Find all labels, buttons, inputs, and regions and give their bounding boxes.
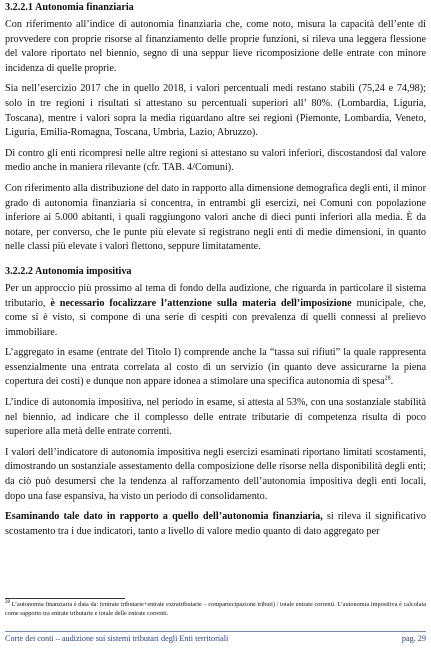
footnote-divider	[5, 598, 125, 599]
paragraph-text: Per un approccio più prossimo al tema di fondo della audizione, che riguarda in particolare il sistema tributario,	[5, 282, 426, 309]
paragraph-text: municipale, che, come si è visto, si compone di una serie di cespiti con prevalenza di quelli connessi al prelievo immobiliare.	[5, 297, 426, 338]
paragraph: I valori dell’indicatore di autonomia impositiva negli esercizi esaminati riportano limitati scostamenti, dimostrando un sostanziale assestamento della composizione delle risorse nella disponibilità degli enti; da ciò può desumersi che la tendenza al rafforzamento dell’autonomia impositiva degli enti locali, dopo una fase espansiva, ha visto un periodo di consolidamento.	[5, 446, 426, 502]
paragraph-text: Sia nell’esercizio 2017 che in quello 2018, i valori percentuali medi restano stabili (75,24 e 74,98); solo in tre regioni i risultati si attestano su percentuali superiori all’ 80%.	[5, 83, 426, 109]
bold-text: è necessario focalizzare l’attenzione sulla materia dell’imposizione	[50, 297, 352, 309]
footnote	[5, 601, 426, 618]
paragraph-text: (Lombardia, Liguria, Toscana), mentre i valori sopra la media riguardano altre sei regioni (Piemonte, Lombardia, Veneto, Liguria, Emilia-Romagna, Toscana, Umbria, Lazio, Abruzzo).	[5, 97, 426, 139]
section-heading-autonomia-impositiva: 3.2.2.2 Autonomia impositiva	[5, 265, 132, 277]
paragraph: Con riferimento alla distribuzione del dato in rapporto alla dimensione demografica degli enti, il minor grado di autonomia finanziaria si concentra, in entrambi gli esercizi, nei Comuni con popolazione inferiore ai 5.000 abitanti, i quali raggiungono valori anche di dieci punti inferiori alla media. È da notare, per converso, che le punte più elevate si registrano negli enti di medie dimensioni, in quanto nelle classi più elevate i valori flettono, seppure limitatamente.	[5, 182, 426, 253]
paragraph	[5, 82, 426, 140]
paragraph	[5, 510, 426, 539]
footnote-text: L’autonomia finanziaria è data da: (entrate tributarie+entrate extratributarie – compartecipazione tributi) / totale entrate correnti. L’autonomia impositiva è calcolata come rapporto tra entrate tributarie e totale delle entrate correnti.	[5, 601, 426, 617]
bold-text: Esaminando tale dato in rapporto a quello dell’autonomia finanziaria,	[5, 511, 323, 523]
section-heading-autonomia-finanziaria: 3.2.2.1 Autonomia finanziaria	[5, 2, 134, 13]
footnote-number: 28	[5, 599, 10, 605]
footer-title: Corte dei conti – audizione sui sistemi tributari degli Enti territoriali	[5, 634, 229, 643]
paragraph-text: .	[390, 376, 394, 388]
page-number: pag. 29	[401, 634, 426, 643]
paragraph	[5, 346, 426, 390]
paragraph: Di contro gli enti ricompresi nelle altre regioni si attestano su valori inferiori, discostandosi dal valore medio anche in maniera rilevante (cfr. TAB. 4/Comuni).	[5, 147, 426, 174]
paragraph	[5, 282, 426, 340]
paragraph: L’indice di autonomia impositiva, nel periodo in esame, si attesta al 53%, con una sostanziale stabilità nel biennio, ad indicare che il complesso delle entrate tributarie di competenza risulta di poco superiore alla metà delle entrate correnti.	[5, 397, 426, 438]
body-text	[5, 0, 426, 539]
footnote-reference[interactable]: 28	[384, 376, 391, 383]
paragraph-text: L’aggregato in esame (entrate del Titolo I) comprende anche la “tassa sui rifiuti” la quale rappresenta essenzialmente una entrata correlata al costo di un servizio (in quanto deve assicurarne la piena copertura dei costi) e dunque non appare idonea a stimolare una specifica autonomia di spesa	[5, 347, 426, 388]
page-footer	[5, 631, 426, 643]
paragraph-text: si rileva il significativo scostamento tra i due indicatori, tanto a livello di valore medio quanto di dato aggregato per	[5, 511, 427, 537]
paragraph: Con riferimento all’indice di autonomia finanziaria che, come noto, misura la capacità dell’ente di provvedere con proprie risorse al finanziamento delle proprie funzioni, si rileva una leggera flessione del valore riportato nel biennio, segno di una seppur lieve ricomposizione delle entrate con minore incidenza di quelle proprie.	[5, 19, 426, 74]
